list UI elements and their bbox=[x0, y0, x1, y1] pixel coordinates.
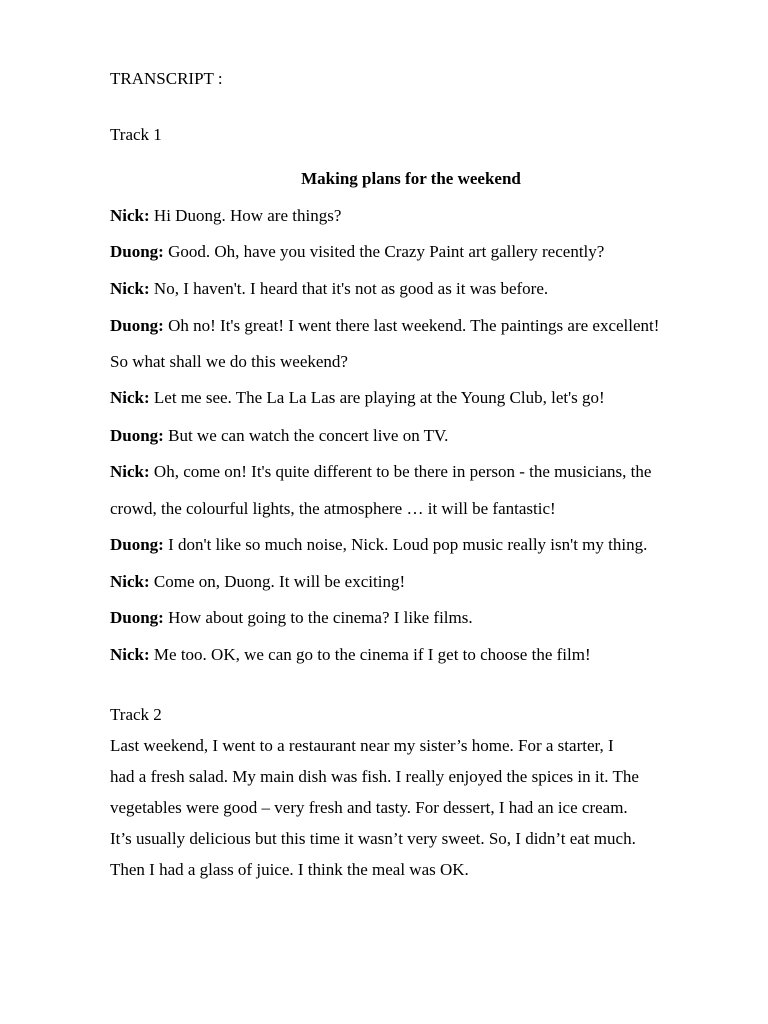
speaker-name: Nick: bbox=[110, 645, 150, 664]
paragraph-line: vegetables were good – very fresh and tasty. For dessert, I had an ice cream. bbox=[110, 798, 628, 817]
dialogue-line bbox=[110, 535, 647, 555]
dialogue-line bbox=[110, 279, 548, 299]
speaker-name: Duong: bbox=[110, 316, 164, 335]
dialogue-line bbox=[110, 645, 591, 665]
dialogue-line bbox=[110, 572, 405, 592]
dialogue-text: Oh no! It's great! I went there last weekend. The paintings are excellent! bbox=[163, 316, 660, 335]
dialogue-text: No, I haven't. I heard that it's not as good as it was before. bbox=[149, 279, 549, 298]
dialogue-text: Let me see. The La La Las are playing at the Young Club, let's go! bbox=[149, 388, 605, 407]
speaker-name: Duong: bbox=[110, 426, 164, 445]
dialogue-text: I don't like so much noise, Nick. Loud pop music really isn't my thing. bbox=[163, 535, 648, 554]
dialogue-line bbox=[110, 242, 604, 262]
speaker-name: Duong: bbox=[110, 608, 164, 627]
dialogue-text: But we can watch the concert live on TV. bbox=[163, 426, 449, 445]
dialogue-text: Come on, Duong. It will be exciting! bbox=[149, 572, 406, 591]
paragraph-line: Last weekend, I went to a restaurant near my sister’s home. For a starter, I bbox=[110, 736, 614, 755]
speaker-name: Nick: bbox=[110, 572, 150, 591]
speaker-name: Nick: bbox=[110, 279, 150, 298]
dialogue-line bbox=[110, 206, 341, 226]
dialogue-title: Making plans for the weekend bbox=[301, 169, 521, 188]
speaker-name: Duong: bbox=[110, 535, 164, 554]
dialogue-line bbox=[110, 608, 473, 628]
dialogue-continuation: crowd, the colourful lights, the atmosphere … it will be fantastic! bbox=[110, 499, 556, 518]
transcript-header: TRANSCRIPT : bbox=[110, 69, 223, 88]
speaker-name: Nick: bbox=[110, 462, 150, 481]
dialogue-line bbox=[110, 462, 651, 482]
dialogue-text: Hi Duong. How are things? bbox=[149, 206, 342, 225]
dialogue-continuation: So what shall we do this weekend? bbox=[110, 352, 348, 371]
transcript-page bbox=[110, 0, 710, 1024]
speaker-name: Nick: bbox=[110, 388, 150, 407]
track-2-label: Track 2 bbox=[110, 705, 162, 724]
dialogue-text: How about going to the cinema? I like films. bbox=[163, 608, 473, 627]
speaker-name: Duong: bbox=[110, 242, 164, 261]
dialogue-line bbox=[110, 426, 448, 446]
dialogue-text: Me too. OK, we can go to the cinema if I get to choose the film! bbox=[149, 645, 591, 664]
dialogue-text: Oh, come on! It's quite different to be there in person - the musicians, the bbox=[149, 462, 652, 481]
paragraph-line: It’s usually delicious but this time it wasn’t very sweet. So, I didn’t eat much. bbox=[110, 829, 636, 848]
track-1-label: Track 1 bbox=[110, 125, 162, 144]
dialogue-text: Good. Oh, have you visited the Crazy Paint art gallery recently? bbox=[163, 242, 605, 261]
paragraph-line: had a fresh salad. My main dish was fish. I really enjoyed the spices in it. The bbox=[110, 767, 639, 786]
dialogue-line bbox=[110, 388, 605, 408]
speaker-name: Nick: bbox=[110, 206, 150, 225]
paragraph-line: Then I had a glass of juice. I think the meal was OK. bbox=[110, 860, 469, 879]
dialogue-line bbox=[110, 316, 659, 336]
